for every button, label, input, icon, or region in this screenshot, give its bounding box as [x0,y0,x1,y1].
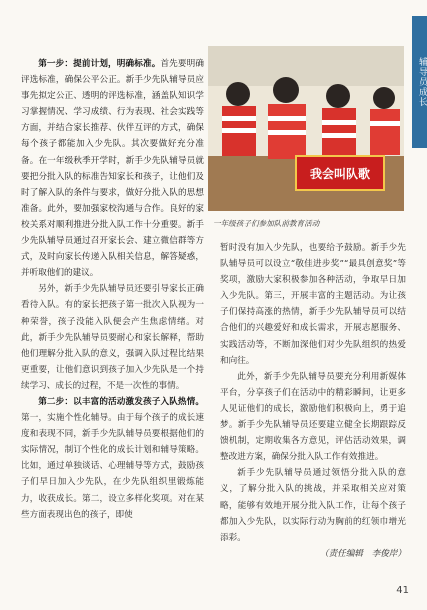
step-one-title: 第一步：提前计划，明确标准。 [38,59,161,69]
photo-caption: 一年级孩子们参加队前教育活动 [213,219,320,228]
parent-guidance-paragraph: 另外，新手少先队辅导员还要引导家长正确看待入队。有的家长把孩子第一批次入队视为一种荣誉，孩子没能入队便会产生焦虑情绪。对此，新手少先队辅导员要耐心和家长解释，帮助他们理解分批入队的意义，强调入队过程比结果更重要，让他们意识到孩子加入少先队是一个持续学习、成长的过程，不是一次性的事情。 [21,284,204,391]
conclusion-paragraph: 新手少先队辅导员通过领悟分批入队的意义，了解分批入队的挑战，并采取相关应对策略，能够有效地开展分批入队工作，让每个孩子都加入少先队，以实际行动为胸前的红领巾增光添彩。 [220,468,406,543]
step-two-paragraph [21,394,204,523]
section-tab: 辅导员成长 [412,16,427,148]
step-two-body: 第一，实施个性化辅导。由于每个孩子的成长速度和表现不同，新手少先队辅导员要根据他们的实际情况，制订个性化的成长计划和辅导策略。比如，通过单独谈话、心理辅导等方式，鼓励孩子们早日加入少先队，在少先队组织里锻炼能力，收获成长。第二，设立多样化奖项。对在某些方面表现出色的孩子，即使 [21,413,204,520]
photo-banner-text: 我会叫队歌 [309,167,371,181]
step-one-paragraph [21,56,204,281]
step-one-body: 首先要明确评选标准，确保公平公正。新手少先队辅导员应事先拟定公正、透明的评选标准，涵盖队知识学习掌握情况、学习成绩、行为表现、社会实践等方面，并结合家长推荐、伙伴互评的方式，确保每个孩子都能加入少先队。其次要做好充分准备。在一年级秋季开学时，新手少先队辅导员就要把分批入队的标准告知家长和孩子，让他们及时了解入队的条件与要求，做好分批入队的思想准备。此外，要加强家校沟通与合作。良好的家校关系对顺利推进分批入队工作十分重要。新手少先队辅导员通过召开家长会、建立微信群等方式，及时向家长传递入队相关信息，解答疑惑，并听取他们的建议。 [21,59,204,279]
classroom-photo-illustration [208,46,404,211]
continued-paragraph: 暂时没有加入少先队，也要给予鼓励。新手少先队辅导员可以设立“敬佳进步奖”“最具创意奖”等奖项，激励大家积极参加各种活动，争取早日加入少先队。第三，开展丰富的主题活动。为让孩子们保持高涨的热情，新手少先队辅导员可以结合他们的兴趣爱好和成长需求，开展志愿服务、实践活动等，不断加深他们对少先队组织的热爱和向往。 [220,243,406,366]
right-column [220,240,406,562]
editor-credit: （责任编辑 李俊岸） [320,548,406,559]
new-media-paragraph: 此外，新手少先队辅导员要充分利用新媒体平台，分享孩子们在活动中的精彩瞬间，让更多人见证他们的成长，激励他们积极向上，勇于追梦。新手少先队辅导员还要建立健全长期跟踪反馈机制，定期收集各方意见，评估活动效果，调整改进方案，确保分批入队工作有效推进。 [220,371,406,463]
left-column [21,56,204,523]
activity-photo [208,46,404,211]
step-two-title: 第二步：以丰富的活动激发孩子入队热情。 [38,396,204,407]
page-number: 41 [396,585,409,596]
